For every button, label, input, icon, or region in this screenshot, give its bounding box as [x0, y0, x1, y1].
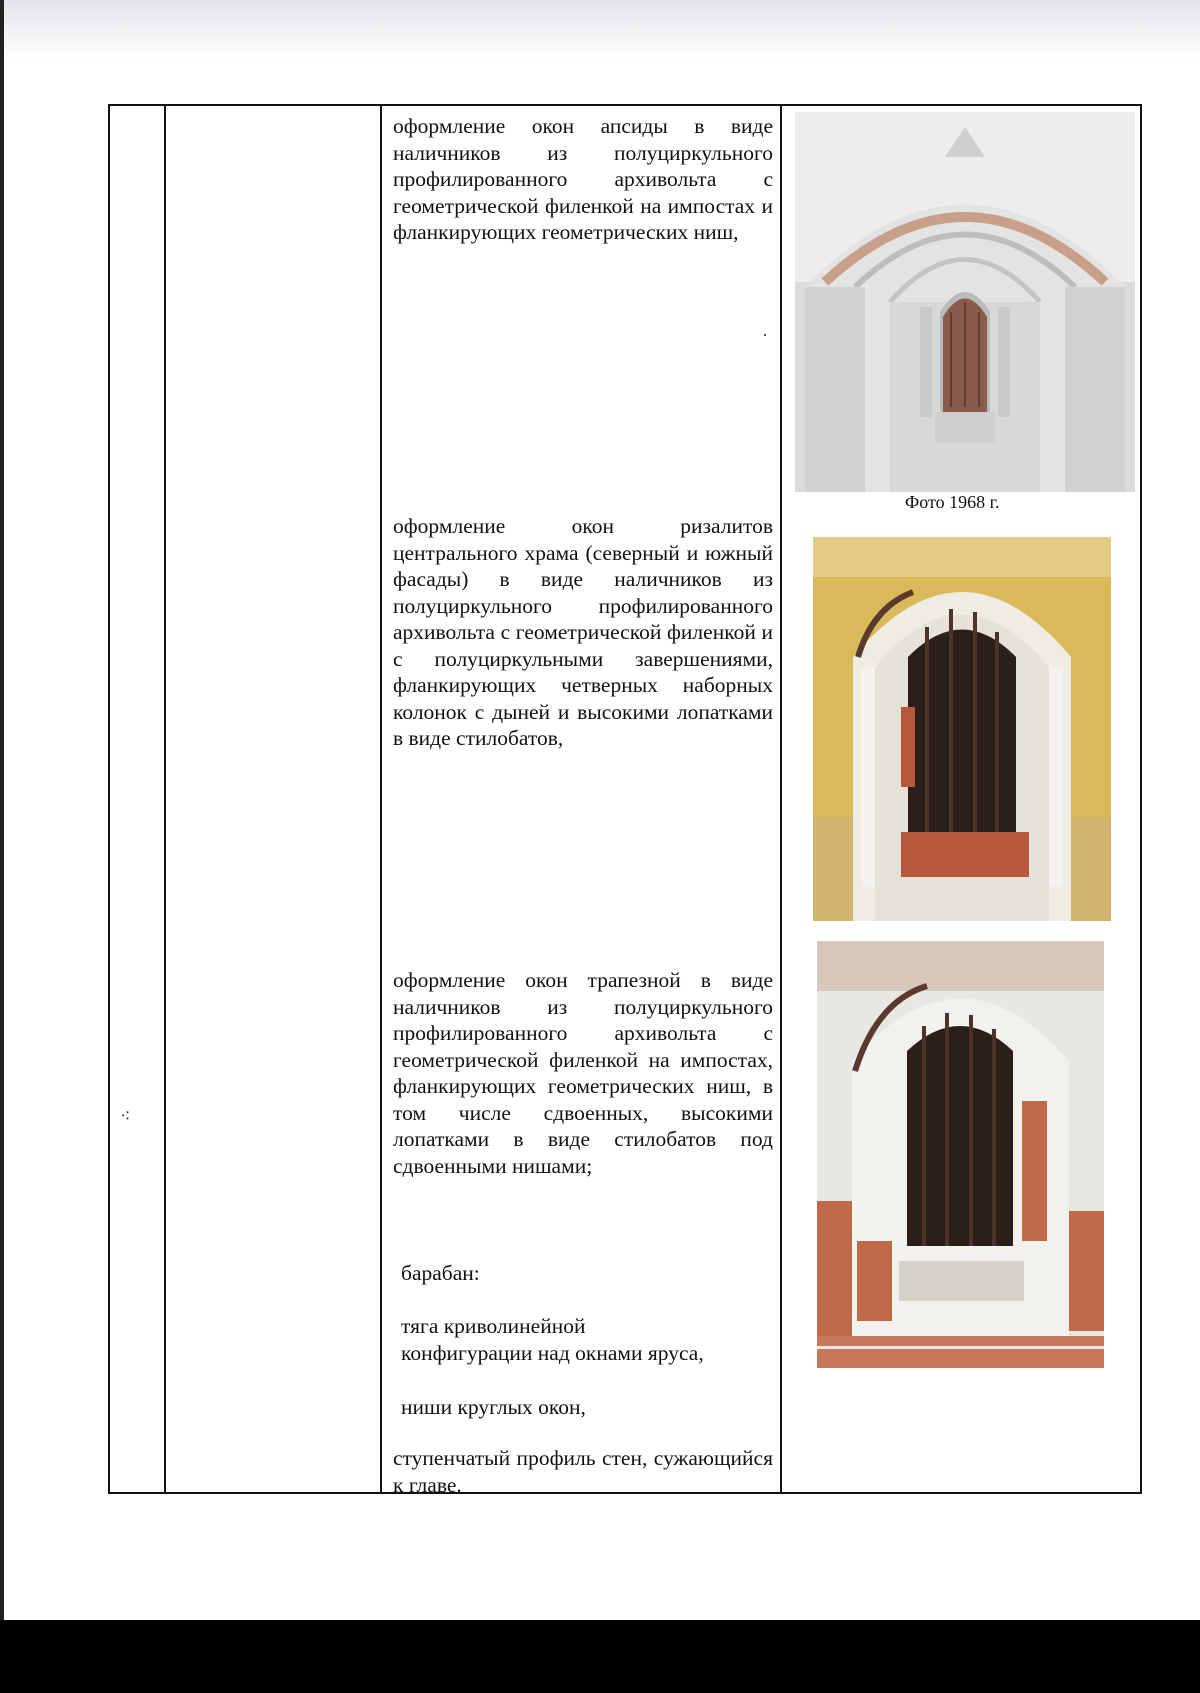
table-col-line-5 — [1140, 104, 1142, 1494]
scan-speck: · — [762, 325, 768, 345]
photo-apse-window-1968 — [795, 112, 1135, 492]
risalit-window-image — [813, 537, 1111, 921]
drum-cornice-line2: конфигурации над окнами яруса, — [401, 1341, 704, 1365]
photo-refectory-window — [817, 941, 1104, 1368]
stepped-profile-text: ступенчатый профиль стен, сужающийся к главе. — [393, 1446, 773, 1497]
apse-windows-text: оформление окон апсиды в виде наличников из полуциркульного профилированного архивольта с геометрической филенкой на импостах и фланкирующих геометрических ниш, — [393, 114, 773, 244]
scan-bottom-bar — [0, 1620, 1200, 1693]
round-window-niches-text: ниши круглых окон, — [401, 1395, 586, 1419]
table-top-border — [108, 104, 1142, 106]
table-col-line-2 — [164, 104, 166, 1494]
scan-mark: ⁖ — [120, 1106, 131, 1126]
table-col-line-3 — [380, 104, 382, 1494]
refectory-windows-text: оформление окон трапезной в виде наличников из полуциркульного профилированного архивольта с геометрической филенкой на импостах, фланкирующих геометрических ниш, в том числе сдвоенных, высокими лопатками в виде стилобатов под сдвоенными нишами; — [393, 968, 773, 1178]
drum-heading: барабан: — [401, 1261, 480, 1285]
photo-risalit-window — [813, 537, 1111, 921]
risalit-windows-text: оформление окон ризалитов центрального храма (северный и южный фасады) в виде наличников из полуциркульного профилированного архивольта с геометрической филенкой и с полуциркульными завершениями, фланкирующих четверных наборных колонок с дыней и высокими лопатками в виде стилобатов, — [393, 514, 773, 750]
scan-left-edge — [0, 0, 4, 1620]
scan-top-shading — [0, 0, 1200, 60]
table-col-line-4 — [780, 104, 782, 1494]
apse-window-image — [795, 112, 1135, 492]
table-col-line-1 — [108, 104, 110, 1494]
drum-cornice-line1: тяга криволинейной — [401, 1314, 586, 1338]
refectory-window-image — [817, 941, 1104, 1368]
photo-1968-caption: Фото 1968 г. — [905, 492, 1000, 512]
